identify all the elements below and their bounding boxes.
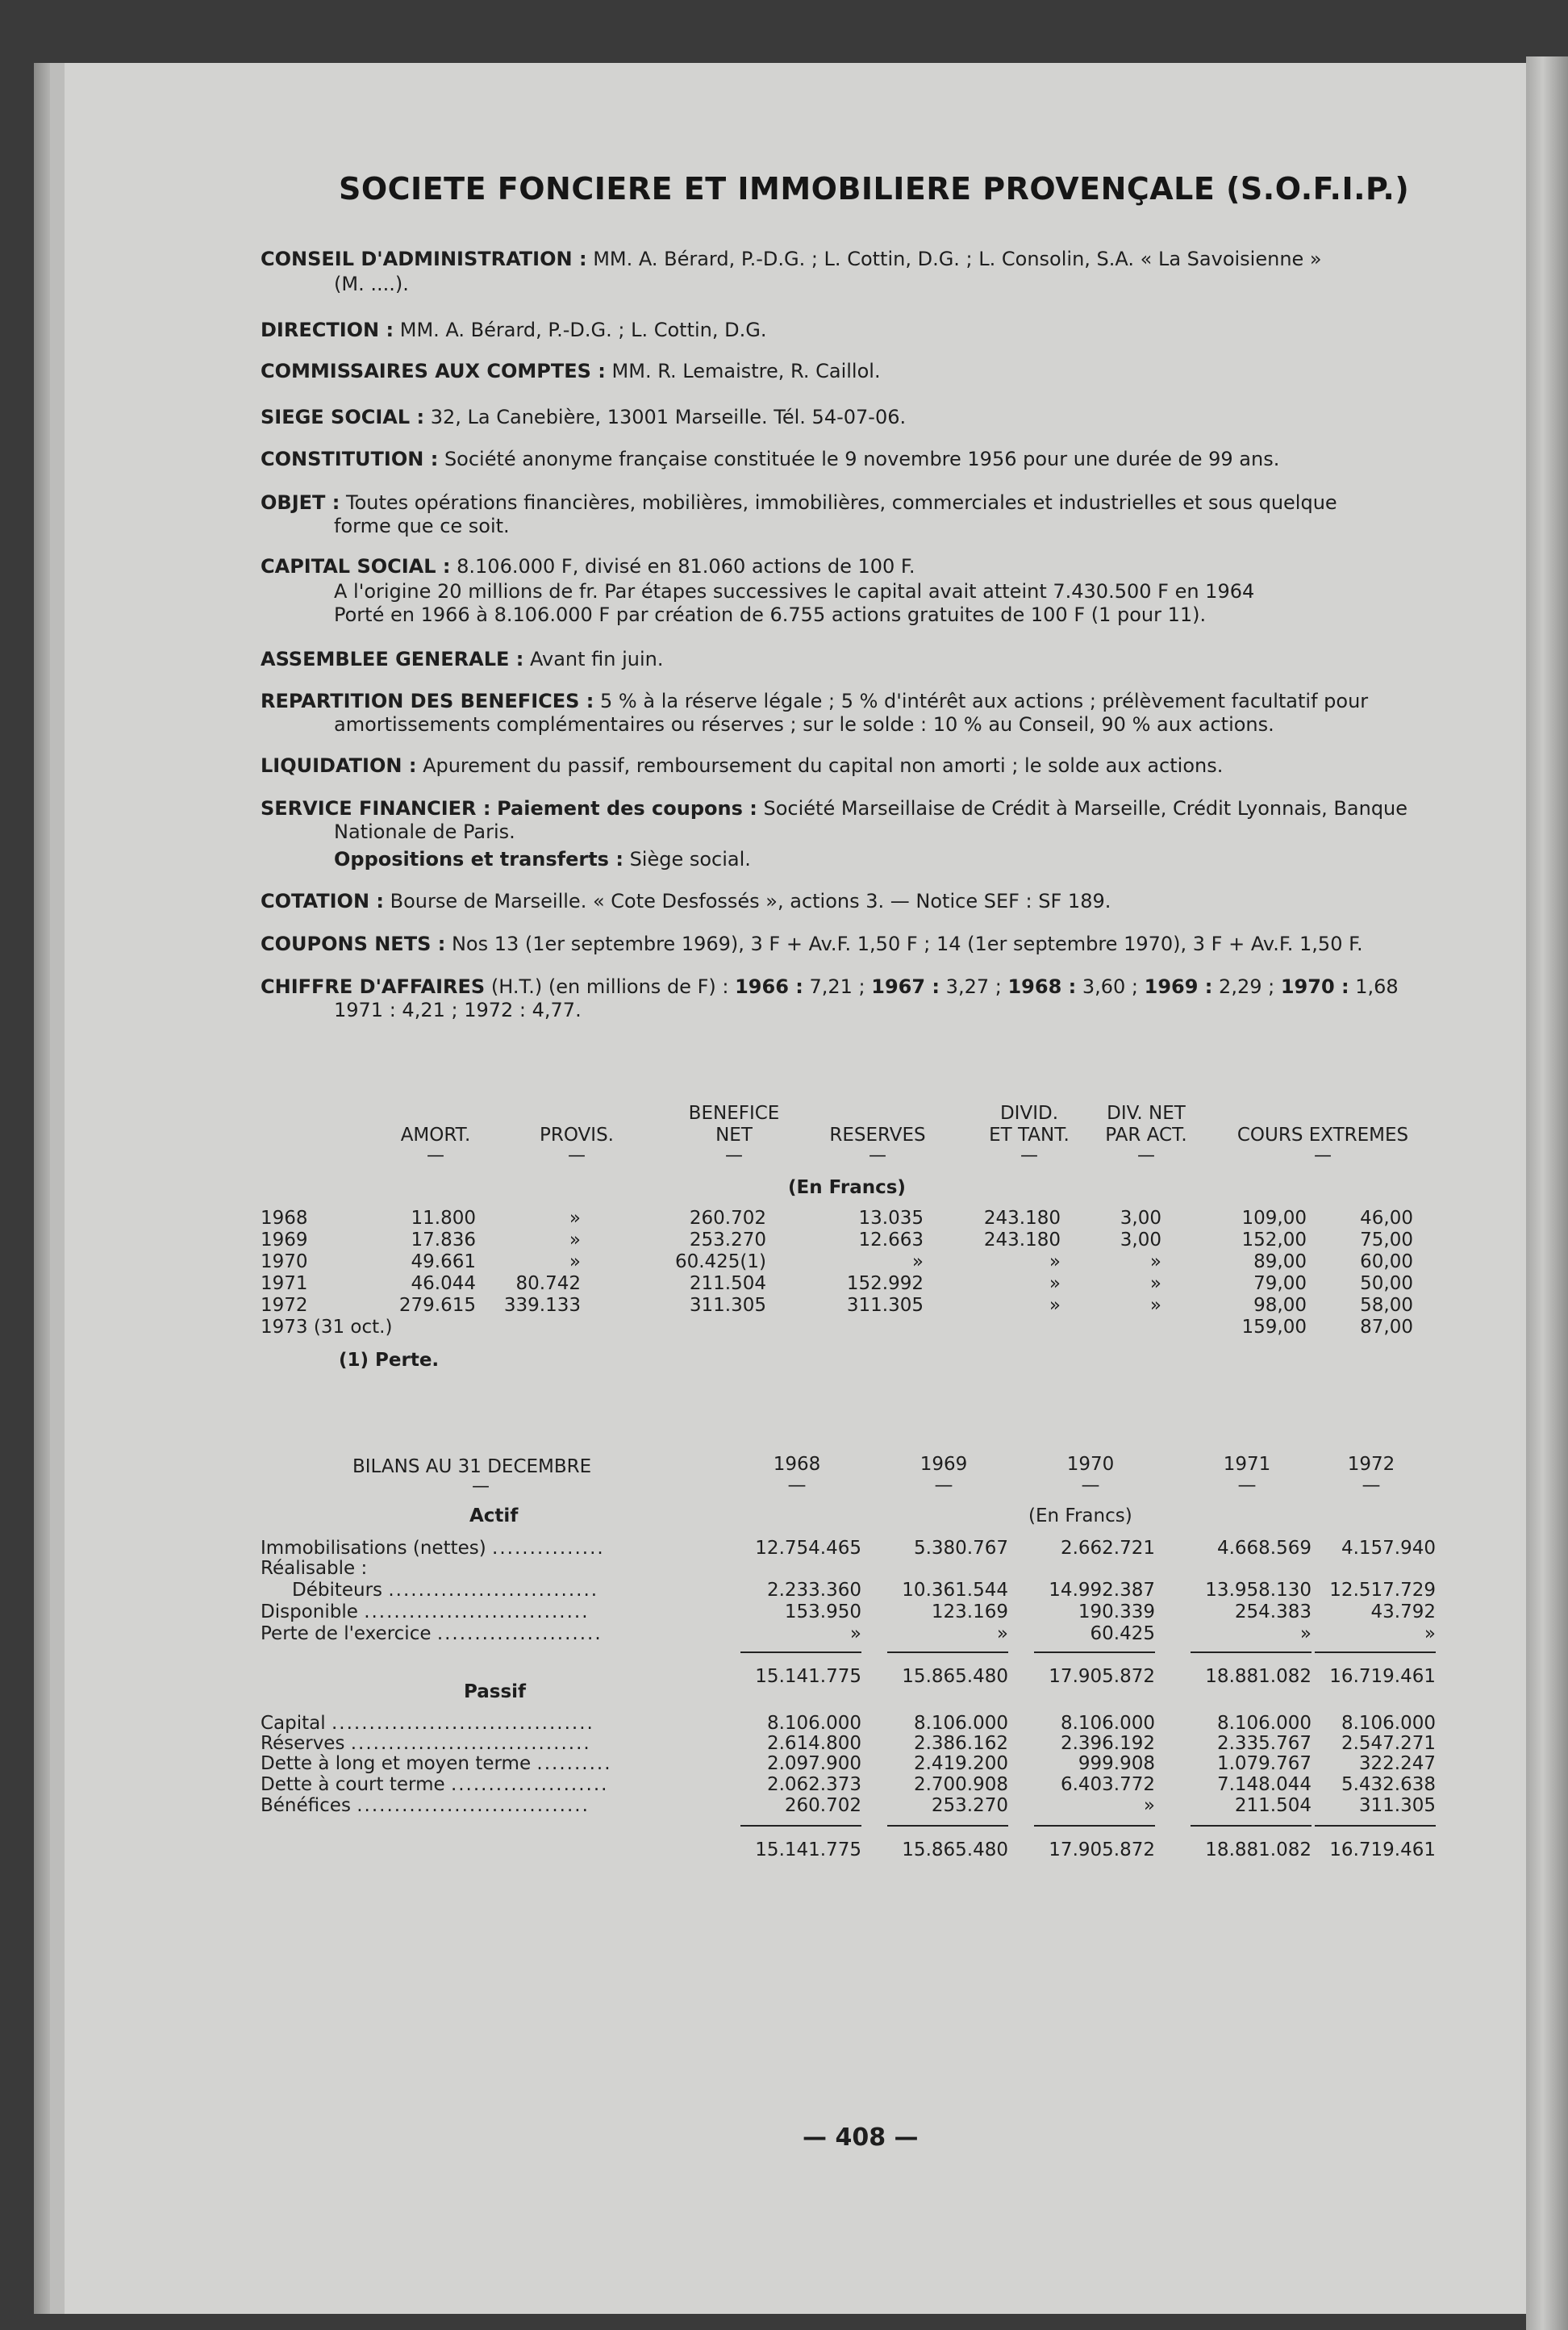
bilans-year-dash: — [1362, 1475, 1381, 1496]
header-provis: PROVIS. [540, 1125, 614, 1146]
header-amort: AMORT. [400, 1125, 471, 1146]
total-rule [887, 1651, 1008, 1653]
service-sublabel2: Oppositions et transferts : [334, 848, 623, 871]
chiffre-value-1970: 1,68 [1355, 975, 1399, 998]
actif-row-value: 190.339 [1078, 1601, 1155, 1622]
objet-text: Toutes opérations financières, mobilières, immobilières, commerciales et industrielles et sous quelque [345, 491, 1337, 514]
passif-row-value: 7.148.044 [1216, 1774, 1312, 1795]
header-dash: — [1314, 1146, 1332, 1166]
passif-row-value: 8.106.000 [766, 1713, 861, 1734]
binding-shadow [34, 63, 52, 2314]
capital-text: 8.106.000 F, divisé en 81.060 actions de 100 F. [457, 555, 915, 578]
results-cell-amort: 17.836 [411, 1230, 476, 1251]
repartition-label: REPARTITION DES BENEFICES : [261, 690, 594, 712]
passif-row-label: Dette à court terme ..................... [261, 1774, 609, 1795]
chiffre-line1 [261, 975, 1399, 999]
results-cell-benefice: 60.425(1) [674, 1251, 766, 1272]
results-cell-benefice: 253.270 [689, 1230, 766, 1251]
passif-row-value: 2.614.800 [766, 1733, 861, 1754]
actif-row-label: Immobilisations (nettes) ............... [261, 1538, 605, 1559]
results-cell-cours-high: 89,00 [1253, 1251, 1307, 1272]
dot-leader: .......... [536, 1753, 612, 1774]
constitution-text: Société anonyme française constituée le 9 novembre 1956 pour une durée de 99 ans. [444, 448, 1280, 470]
actif-row-value: 10.361.544 [902, 1580, 1008, 1601]
results-cell-cours-high: 159,00 [1241, 1317, 1307, 1338]
actif-row-value: 4.157.940 [1341, 1538, 1436, 1559]
passif-total-value: 18.881.082 [1205, 1839, 1312, 1860]
chiffre-label: CHIFFRE D'AFFAIRES [261, 975, 486, 998]
actif-row-label: Disponible .............................. [261, 1601, 590, 1622]
results-cell-amort: 11.800 [411, 1208, 476, 1229]
passif-row-value: 311.305 [1358, 1795, 1436, 1816]
service-label: SERVICE FINANCIER : [261, 797, 491, 820]
dot-leader: ............... [492, 1538, 605, 1559]
results-cell-reserves: » [911, 1251, 924, 1272]
results-cell-divid: » [1049, 1273, 1061, 1294]
actif-row-value: 4.668.569 [1216, 1538, 1312, 1559]
results-unit: (En Francs) [788, 1177, 906, 1198]
results-cell-cours-low: 75,00 [1360, 1230, 1413, 1251]
actif-total-value: 17.905.872 [1049, 1666, 1155, 1687]
bilans-unit: (En Francs) [1028, 1505, 1132, 1526]
passif-total-value: 16.719.461 [1329, 1839, 1436, 1860]
results-cell-divid: » [1049, 1251, 1061, 1272]
actif-row-value: 2.233.360 [766, 1580, 861, 1601]
header-dash: — [1137, 1146, 1155, 1166]
results-cell-divnet: » [1149, 1251, 1161, 1272]
bilans-year-dash: — [1237, 1475, 1257, 1496]
commissaires-line [261, 360, 881, 383]
results-row-year: 1969 [261, 1230, 308, 1251]
service-line1 [261, 797, 1407, 821]
direction-label: DIRECTION : [261, 319, 394, 341]
chiffre-year-1970: 1970 : [1280, 975, 1349, 998]
passif-row-value: 2.419.200 [913, 1753, 1008, 1774]
bilans-year-header: 1970 [1066, 1454, 1115, 1475]
results-cell-benefice: 211.504 [689, 1273, 766, 1294]
chiffre-year-1968: 1968 : [1007, 975, 1077, 998]
passif-row-value: 6.403.772 [1060, 1774, 1155, 1795]
page-number: — 408 — [803, 2123, 919, 2152]
constitution-line [261, 448, 1279, 471]
conseil-line1 [261, 248, 1322, 271]
results-cell-provis: » [569, 1251, 581, 1272]
total-rule [1315, 1651, 1436, 1653]
coupons-text: Nos 13 (1er septembre 1969), 3 F + Av.F. 1,50 F ; 14 (1er septembre 1970), 3 F + Av.F. 1,50 F. [451, 933, 1363, 955]
coupons-label: COUPONS NETS : [261, 933, 446, 955]
results-row-year: 1971 [261, 1273, 308, 1294]
results-cell-divnet: 3,00 [1120, 1208, 1161, 1229]
results-row-year: 1970 [261, 1251, 308, 1272]
passif-row-value: 8.106.000 [1341, 1713, 1436, 1734]
results-cell-cours-low: 50,00 [1360, 1273, 1413, 1294]
actif-row-value: » [996, 1623, 1008, 1644]
total-rule [740, 1651, 861, 1653]
passif-row-value: 253.270 [931, 1795, 1008, 1816]
actif-row-value: 60.425 [1090, 1623, 1155, 1644]
passif-total-value: 17.905.872 [1049, 1839, 1155, 1860]
actif-row-label: Débiteurs ............................ [292, 1580, 599, 1601]
conseil-line2: (M. ....). [334, 273, 409, 295]
capital-line3: Porté en 1966 à 8.106.000 F par création de 6.755 actions gratuites de 100 F (1 pour 11). [334, 603, 1207, 626]
results-cell-cours-high: 98,00 [1253, 1295, 1307, 1316]
passif-total-value: 15.141.775 [755, 1839, 861, 1860]
liquidation-label: LIQUIDATION : [261, 754, 417, 777]
cotation-line [261, 890, 1111, 913]
liquidation-text: Apurement du passif, remboursement du capital non amorti ; le solde aux actions. [423, 754, 1224, 777]
header-net: NET [715, 1125, 753, 1146]
actif-total-value: 18.881.082 [1205, 1666, 1312, 1687]
results-cell-benefice: 311.305 [689, 1295, 766, 1316]
chiffre-text: (H.T.) (en millions de F) : [490, 975, 729, 998]
header-dash: — [725, 1146, 743, 1166]
dot-leader: ................................... [331, 1713, 594, 1734]
service-text: Société Marseillaise de Crédit à Marseille, Crédit Lyonnais, Banque [763, 797, 1408, 820]
commissaires-text: MM. R. Lemaistre, R. Caillol. [611, 360, 881, 382]
passif-row-label: Réserves ................................ [261, 1733, 591, 1754]
objet-label: OBJET : [261, 491, 340, 514]
actif-row-label: Perte de l'exercice ...................... [261, 1623, 603, 1644]
bilans-year-header: 1971 [1223, 1454, 1271, 1475]
actif-row-value: 12.754.465 [755, 1538, 861, 1559]
total-rule [1034, 1825, 1155, 1827]
results-cell-cours-high: 79,00 [1253, 1273, 1307, 1294]
total-rule [740, 1825, 861, 1827]
repartition-line2: amortissements complémentaires ou réserves ; sur le solde : 10 % au Conseil, 90 % aux actions. [334, 713, 1274, 736]
actif-row-value: 14.992.387 [1049, 1580, 1155, 1601]
header-reserves: RESERVES [829, 1125, 926, 1146]
passif-row-value: 211.504 [1234, 1795, 1312, 1816]
results-cell-amort: 49.661 [411, 1251, 476, 1272]
passif-row-value: 2.547.271 [1341, 1733, 1436, 1754]
passif-row-value: 2.062.373 [766, 1774, 861, 1795]
capital-line2: A l'origine 20 millions de fr. Par étapes successives le capital avait atteint 7.430.500 F en 1964 [334, 580, 1255, 603]
siege-text: 32, La Canebière, 13001 Marseille. Tél. 54-07-06. [430, 406, 907, 428]
bilans-year-header: 1972 [1347, 1454, 1395, 1475]
results-cell-reserves: 152.992 [846, 1273, 924, 1294]
repartition-text: 5 % à la réserve légale ; 5 % d'intérêt aux actions ; prélèvement facultatif pour [600, 690, 1369, 712]
chiffre-value-1966: 7,21 ; [809, 975, 865, 998]
actif-total-value: 15.141.775 [755, 1666, 861, 1687]
siege-line [261, 406, 906, 429]
results-cell-amort: 279.615 [398, 1295, 476, 1316]
header-dash: — [427, 1146, 444, 1166]
results-cell-divid: 243.180 [983, 1208, 1061, 1229]
results-cell-cours-low: 60,00 [1360, 1251, 1413, 1272]
passif-row-value: 8.106.000 [1216, 1713, 1312, 1734]
results-cell-amort: 46.044 [411, 1273, 476, 1294]
results-cell-provis: 80.742 [515, 1273, 581, 1294]
total-rule [1191, 1825, 1312, 1827]
results-row-year: 1972 [261, 1295, 308, 1316]
capital-line1 [261, 555, 915, 578]
service-sublabel: Paiement des coupons : [497, 797, 757, 820]
passif-row-label: Capital ................................... [261, 1713, 594, 1734]
actif-row-value: » [849, 1623, 861, 1644]
bilans-title: BILANS AU 31 DECEMBRE [352, 1456, 592, 1477]
header-dash: — [1020, 1146, 1038, 1166]
document-title: SOCIETE FONCIERE ET IMMOBILIERE PROVENÇALE (S.O.F.I.P.) [339, 171, 1410, 207]
passif-row-label: Dette à long et moyen terme .......... [261, 1753, 612, 1774]
results-cell-benefice: 260.702 [689, 1208, 766, 1229]
bilans-year-dash: — [787, 1475, 807, 1496]
results-cell-cours-low: 46,00 [1360, 1208, 1413, 1229]
actif-total-value: 15.865.480 [902, 1666, 1008, 1687]
chiffre-line2: 1971 : 4,21 ; 1972 : 4,77. [334, 999, 582, 1021]
dot-leader: ...................... [436, 1623, 603, 1644]
dot-leader: ............................... [357, 1795, 590, 1816]
passif-row-value: 2.335.767 [1216, 1733, 1312, 1754]
actif-label: Actif [469, 1505, 519, 1526]
cotation-label: COTATION : [261, 890, 384, 912]
actif-row-value: 12.517.729 [1329, 1580, 1436, 1601]
passif-row-value: 2.386.162 [913, 1733, 1008, 1754]
results-cell-provis: » [569, 1208, 581, 1229]
chiffre-year-1966: 1966 : [735, 975, 803, 998]
chiffre-year-1969: 1969 : [1144, 975, 1213, 998]
actif-row-value: » [1424, 1623, 1436, 1644]
passif-row-value: » [1143, 1795, 1155, 1816]
passif-row-value: 2.700.908 [913, 1774, 1008, 1795]
objet-line1 [261, 491, 1337, 515]
header-benefice: BENEFICE [688, 1103, 780, 1124]
bilans-year-header: 1968 [773, 1454, 821, 1475]
results-cell-provis: » [569, 1230, 581, 1251]
results-cell-divid: 243.180 [983, 1230, 1061, 1251]
header-divid: DIVID. [999, 1103, 1059, 1124]
header-dash: — [869, 1146, 886, 1166]
chiffre-value-1967: 3,27 ; [945, 975, 1002, 998]
passif-row-value: 260.702 [784, 1795, 861, 1816]
passif-row-value: 5.432.638 [1341, 1774, 1436, 1795]
passif-row-value: 8.106.000 [913, 1713, 1008, 1734]
chiffre-value-1968: 3,60 ; [1082, 975, 1139, 998]
bilans-year-header: 1969 [920, 1454, 968, 1475]
objet-line2: forme que ce soit. [334, 515, 510, 537]
chiffre-year-1967: 1967 : [871, 975, 940, 998]
dot-leader: ................................ [350, 1733, 591, 1754]
repartition-line1 [261, 690, 1368, 713]
results-cell-cours-high: 109,00 [1241, 1208, 1307, 1229]
passif-row-value: 2.097.900 [766, 1753, 861, 1774]
bilans-year-dash: — [1081, 1475, 1100, 1496]
header-paract: PAR ACT. [1105, 1125, 1187, 1146]
passif-label: Passif [464, 1681, 527, 1702]
assemblee-label: ASSEMBLEE GENERALE : [261, 648, 524, 670]
results-cell-cours-low: 87,00 [1360, 1317, 1413, 1338]
actif-row-value: 123.169 [931, 1601, 1008, 1622]
dot-leader: ..................... [450, 1774, 609, 1795]
results-cell-reserves: 12.663 [858, 1230, 924, 1251]
capital-label: CAPITAL SOCIAL : [261, 555, 451, 578]
direction-text: MM. A. Bérard, P.-D.G. ; L. Cottin, D.G. [399, 319, 767, 341]
dot-leader: ............................ [388, 1580, 599, 1601]
total-rule [887, 1825, 1008, 1827]
conseil-text: MM. A. Bérard, P.-D.G. ; L. Cottin, D.G. ; L. Consolin, S.A. « La Savoisienne » [593, 248, 1322, 270]
bilans-title-dash: — [472, 1476, 490, 1497]
header-divnet: DIV. NET [1107, 1103, 1186, 1124]
actif-row-value: 5.380.767 [913, 1538, 1008, 1559]
chiffre-value-1969: 2,29 ; [1219, 975, 1275, 998]
header-dash: — [568, 1146, 586, 1166]
assemblee-line [261, 648, 664, 671]
actif-row-label: Réalisable : [261, 1558, 368, 1579]
coupons-line [261, 933, 1363, 956]
conseil-label: CONSEIL D'ADMINISTRATION : [261, 248, 587, 270]
results-cell-divnet: 3,00 [1120, 1230, 1161, 1251]
results-row-year: 1968 [261, 1208, 308, 1229]
header-ettant: ET TANT. [989, 1125, 1070, 1146]
results-cell-provis: 339.133 [503, 1295, 581, 1316]
assemblee-text: Avant fin juin. [529, 648, 664, 670]
cotation-text: Bourse de Marseille. « Cote Desfossés », actions 3. — Notice SEF : SF 189. [390, 890, 1111, 912]
passif-total-value: 15.865.480 [902, 1839, 1008, 1860]
commissaires-label: COMMISSAIRES AUX COMPTES : [261, 360, 606, 382]
service-line2: Nationale de Paris. [334, 821, 515, 843]
service-line3 [334, 848, 751, 871]
results-cell-cours-low: 58,00 [1360, 1295, 1413, 1316]
bilans-year-dash: — [934, 1475, 953, 1496]
results-cell-cours-high: 152,00 [1241, 1230, 1307, 1251]
actif-row-value: 153.950 [784, 1601, 861, 1622]
actif-row-value: 43.792 [1370, 1601, 1436, 1622]
passif-row-value: 999.908 [1078, 1753, 1155, 1774]
results-cell-reserves: 311.305 [846, 1295, 924, 1316]
actif-row-value: » [1299, 1623, 1312, 1644]
total-rule [1191, 1651, 1312, 1653]
constitution-label: CONSTITUTION : [261, 448, 439, 470]
passif-row-value: 1.079.767 [1216, 1753, 1312, 1774]
siege-label: SIEGE SOCIAL : [261, 406, 425, 428]
total-rule [1034, 1651, 1155, 1653]
results-cell-divnet: » [1149, 1273, 1161, 1294]
total-rule [1315, 1825, 1436, 1827]
actif-row-value: 254.383 [1234, 1601, 1312, 1622]
actif-total-value: 16.719.461 [1329, 1666, 1436, 1687]
results-cell-divid: » [1049, 1295, 1061, 1316]
service-text3: Siège social. [629, 848, 751, 871]
dot-leader: .............................. [364, 1601, 590, 1622]
passif-row-label: Bénéfices ............................... [261, 1795, 590, 1816]
actif-row-value: 2.662.721 [1060, 1538, 1155, 1559]
results-cell-reserves: 13.035 [858, 1208, 924, 1229]
results-cell-divnet: » [1149, 1295, 1161, 1316]
header-cours: COURS EXTREMES [1236, 1125, 1409, 1146]
actif-row-value: 13.958.130 [1205, 1580, 1312, 1601]
liquidation-line [261, 754, 1223, 778]
passif-row-value: 8.106.000 [1060, 1713, 1155, 1734]
results-row-year: 1973 (31 oct.) [261, 1317, 393, 1338]
passif-row-value: 2.396.192 [1060, 1733, 1155, 1754]
direction-line [261, 319, 766, 342]
page-edge-shadow [1526, 56, 1568, 2330]
passif-row-value: 322.247 [1358, 1753, 1436, 1774]
results-note: (1) Perte. [339, 1350, 440, 1371]
